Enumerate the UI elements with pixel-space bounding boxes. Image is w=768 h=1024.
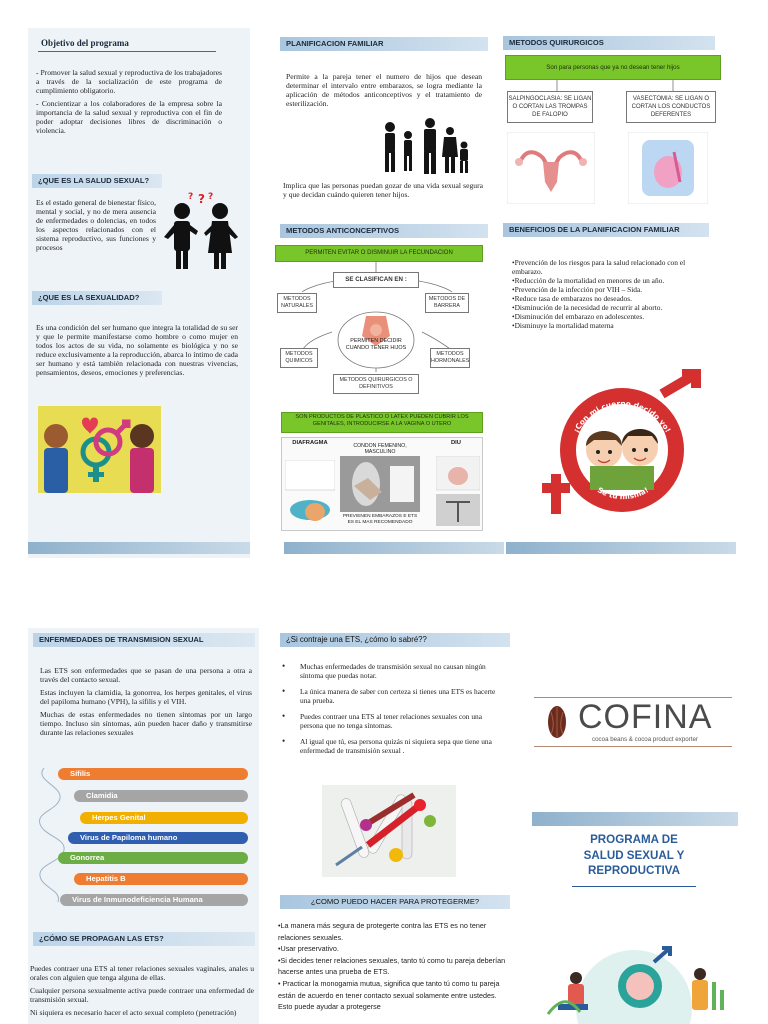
condon-note: PREVIENEN EMBARAZOS E ETS ES EL MAS RECOMENDADO xyxy=(342,514,418,525)
diagram-barrera-box: METODOS DE BARRERA xyxy=(425,293,469,313)
diagram-natural-box: METODOS NATURALES xyxy=(277,293,317,313)
sabre-item: • Muchas enfermedades de transmisión sexual no causan ningún síntoma que puedas notar. xyxy=(280,662,506,680)
salpingoclasia-box: SALPINGOCLASIA: SE LIGAN O CORTAN LAS TROMPAS DE FALOPIO xyxy=(507,91,593,123)
diagram-quirurgicos-box: METODOS QUIRURGICOS O DEFINITIVOS xyxy=(333,374,419,394)
vasectomia-box: VASECTOMIA: SE LIGAN O CORTAN LOS CONDUCTOS DEFERENTES xyxy=(626,91,716,123)
ets-header: ENFERMEDADES DE TRANSMISION SEXUAL xyxy=(33,633,255,647)
salpingoclasia-image xyxy=(507,132,595,204)
sabre-list xyxy=(280,662,506,762)
proteger-item: •Si decides tener relaciones sexuales, tanto tú como tu pareja deberían hacerse antes una prueba de ETS. xyxy=(278,955,506,977)
objetivo-paragraph-2: - Concientizar a los colaboradores de la empresa sobre la importancia de la salud sexual y reproductiva con el fin de poder adoptar decisiones libres de discriminación o violencia. xyxy=(36,99,222,135)
diagram-center-text: PERMITEN DECIDIR CUANDO TENER HIJOS xyxy=(345,338,407,351)
anticonceptivos-header: METODOS ANTICONCEPTIVOS xyxy=(280,224,488,238)
objetivo-rule xyxy=(38,51,216,52)
svg-text:?: ? xyxy=(188,192,194,202)
sabre-item: • La única manera de saber con certeza si tienes una ETS es hacerte una prueba. xyxy=(280,687,506,705)
proteger-header: ¿COMO PUEDO HACER PARA PROTEGERME? xyxy=(280,895,510,909)
footer-bar-left xyxy=(28,542,250,554)
proteger-list xyxy=(278,920,512,1013)
diafragma-label: DIAFRAGMA xyxy=(292,440,328,446)
diu-label: DIU xyxy=(451,440,461,446)
propagan-header: ¿CÓMO SE PROPAGAN LAS ETS? xyxy=(33,932,255,946)
beneficios-header: BENEFICIOS DE LA PLANIFICACION FAMILIAR xyxy=(503,223,709,237)
quirurgicos-top-box: Son para personas que ya no desean tener hijos xyxy=(505,55,721,80)
sexualidad-text: Es una condición del ser humano que integra la totalidad de su ser y que le permite manifestarse como hombre o como mujer en todos los actos de su vida, no solamente es biológica y no se reduce exclusivamente a la reproducción, abarca lo íntimo de cada ser humano y está también relacionada con nuestras vivencias, pensamientos, deseos, emociones y preferencias. xyxy=(36,323,238,377)
ets-list-item: Gonorrea xyxy=(58,852,248,864)
productos-box: SON PRODUCTOS DE PLASTICO O LATEX PUEDEN CUBRIR LOS GENITALES, INTRODUCIRSE A LA VAGINA O UTERO xyxy=(281,412,483,433)
ets-paragraph-1: Las ETS son enfermedades que se pasan de una persona a otra a través del contacto sexual. xyxy=(40,666,252,684)
objetivo-paragraph-1: - Promover la salud sexual y reproductiva de los trabajadores a través de la socialización de este programa de cumplimiento obligatorio. xyxy=(36,68,222,95)
beneficio-item: •Disminuye la mortalidad materna xyxy=(512,321,614,330)
propagan-paragraph-1: Puedes contraer una ETS al tener relaciones sexuales vaginales, anales u orales con alguien que tenga alguna de ellas. xyxy=(30,964,254,982)
salud-sexual-header: ¿QUE ES LA SALUD SEXUAL? xyxy=(32,174,162,188)
propagan-paragraph-2: Cualquier persona sexualmente activa puede contraer una enfermedad de transmisión sexual. xyxy=(30,986,254,1004)
family-silhouette-illustration xyxy=(378,117,470,175)
proteger-item: •Usar preservativo. xyxy=(278,944,339,954)
diagram-quimicos-box: METODOS QUIMICOS xyxy=(280,348,318,368)
ets-list-item: Hepatitis B xyxy=(74,873,248,885)
sexualidad-header: ¿QUE ES LA SEXUALIDAD? xyxy=(32,291,162,305)
beneficio-item: •Disminución de la necesidad de recurrir al aborto. xyxy=(512,303,663,312)
condon-image xyxy=(340,456,420,512)
sabre-item: • Al igual que tú, esa persona quizás ni siquiera sepa que tiene una enfermedad de transmisión sexual . xyxy=(280,737,506,755)
beneficios-list xyxy=(512,258,714,330)
vasectomia-image xyxy=(628,132,708,204)
proteger-item: •La manera más segura de protegerte contra las ETS es no tener relaciones sexuales. xyxy=(278,921,487,942)
diagram-hormonales-box: METODOS HORMONALES xyxy=(430,348,470,368)
planificacion-header: PLANIFICACION FAMILIAR xyxy=(280,37,488,51)
ets-list-item: Virus de Papiloma humano xyxy=(68,832,248,844)
ets-list-item: Herpes Genital xyxy=(80,812,248,824)
ets-text xyxy=(40,666,252,741)
footer-bar-right xyxy=(506,542,736,554)
quirurgicos-header: METODOS QUIRURGICOS xyxy=(503,36,715,50)
diagram-classify-box: SE CLASIFICAN EN : xyxy=(333,272,419,288)
anticonceptivos-top-box: PERMITEN EVITAR O DISMINUIR LA FECUNDACION xyxy=(275,245,483,262)
beneficio-item: •Disminución del embarazo en adolescentes. xyxy=(512,312,645,321)
footer-bar-mid xyxy=(284,542,504,554)
cover-title: PROGRAMA DE SALUD SEXUAL Y REPRODUCTIVA xyxy=(583,833,685,878)
cover-title-rule xyxy=(572,886,696,887)
logo-arc-bottom-text: Se tu misma! xyxy=(595,485,651,502)
propagan-text xyxy=(30,964,254,1021)
logo-arc-top-text: ¡Con mi cuerpo decido yo! xyxy=(571,398,673,435)
salud-sexual-text: Es el estado general de bienestar físico, mental y social, y no de mera ausencia de enfermedades o dolencias, en todos los aspectos relacionados con el sistema reproductivo, sus funciones y procesos xyxy=(36,198,156,252)
beneficio-item: •Reducción de la mortalidad en menores de un año. xyxy=(512,276,665,285)
gender-symbols-illustration xyxy=(38,406,161,493)
ets-paragraph-2: Estas incluyen la clamidia, la gonorrea, los herpes genitales, el virus del papiloma humano (VPH), la sífilis y el VIH. xyxy=(40,688,252,706)
couple-arguing-illustration xyxy=(160,191,242,273)
cacao-pod-icon xyxy=(546,704,568,740)
test-tubes-image xyxy=(322,785,456,877)
ets-list-item: Clamidia xyxy=(74,790,248,802)
ets-list-item: Virus de Inmunodeficiencia Humana xyxy=(60,894,248,906)
condon-label: CONDON FEMENINO, MASCULINO xyxy=(353,443,407,455)
objetivo-title: Objetivo del programa xyxy=(41,38,129,48)
svg-text:?: ? xyxy=(198,192,205,206)
campaign-logo xyxy=(532,366,722,532)
proteger-item: • Practicar la monogamia mutua, significa que tanto tú como tu pareja están de acuerdo en tener contacto sexual solamente entre ustedes. Esto puede ayudar a protegerse xyxy=(278,978,500,1012)
sabre-item: • Puedes contraer una ETS al tener relaciones sexuales con una persona que no tenga síntomas. xyxy=(280,712,506,730)
brand-logo xyxy=(534,697,732,747)
planificacion-text: Permite a la pareja tener el numero de hijos que desean determinar el intervalo entre embarazos, se logra mediante la aplicación de métodos anticonceptivos y el tratamiento de esterilización. xyxy=(286,72,482,108)
svg-text:?: ? xyxy=(208,192,214,202)
planificacion-text-2: Implica que las personas puedan gozar de una vida sexual segura y que decidan cuándo quieren tener hijos. xyxy=(283,181,483,199)
ets-list-item: Sífilis xyxy=(58,768,248,780)
propagan-paragraph-3: Ni siquiera es necesario hacer el acto sexual completo (penetración) xyxy=(30,1008,237,1017)
beneficio-item: •Prevención de los riesgos para la salud relacionado con el embarazo. xyxy=(512,258,686,276)
beneficio-item: •Reduce tasa de embarazos no deseados. xyxy=(512,294,632,303)
beneficio-item: •Prevención de la infección por VIH – Sida. xyxy=(512,285,643,294)
brand-tagline: cocoa beans & cocoa product exporter xyxy=(592,736,698,743)
diu-image xyxy=(436,456,480,526)
sabre-header: ¿Si contraje una ETS, ¿cómo lo sabré?? xyxy=(280,633,510,647)
diafragma-image xyxy=(285,460,335,528)
objetivo-text xyxy=(36,68,222,139)
panel-top-left xyxy=(28,28,250,558)
ets-paragraph-3: Muchas de estas enfermedades no tienen síntomas por un largo tiempo. Incluso sin síntomas, aún pueden hacer daño y transmitirse durante las relaciones sexuales xyxy=(40,710,252,737)
cover-top-bar xyxy=(532,812,738,826)
brand-name: COFINA xyxy=(578,698,713,736)
ets-list-connector xyxy=(32,764,72,910)
cover-illustration xyxy=(540,938,728,1024)
